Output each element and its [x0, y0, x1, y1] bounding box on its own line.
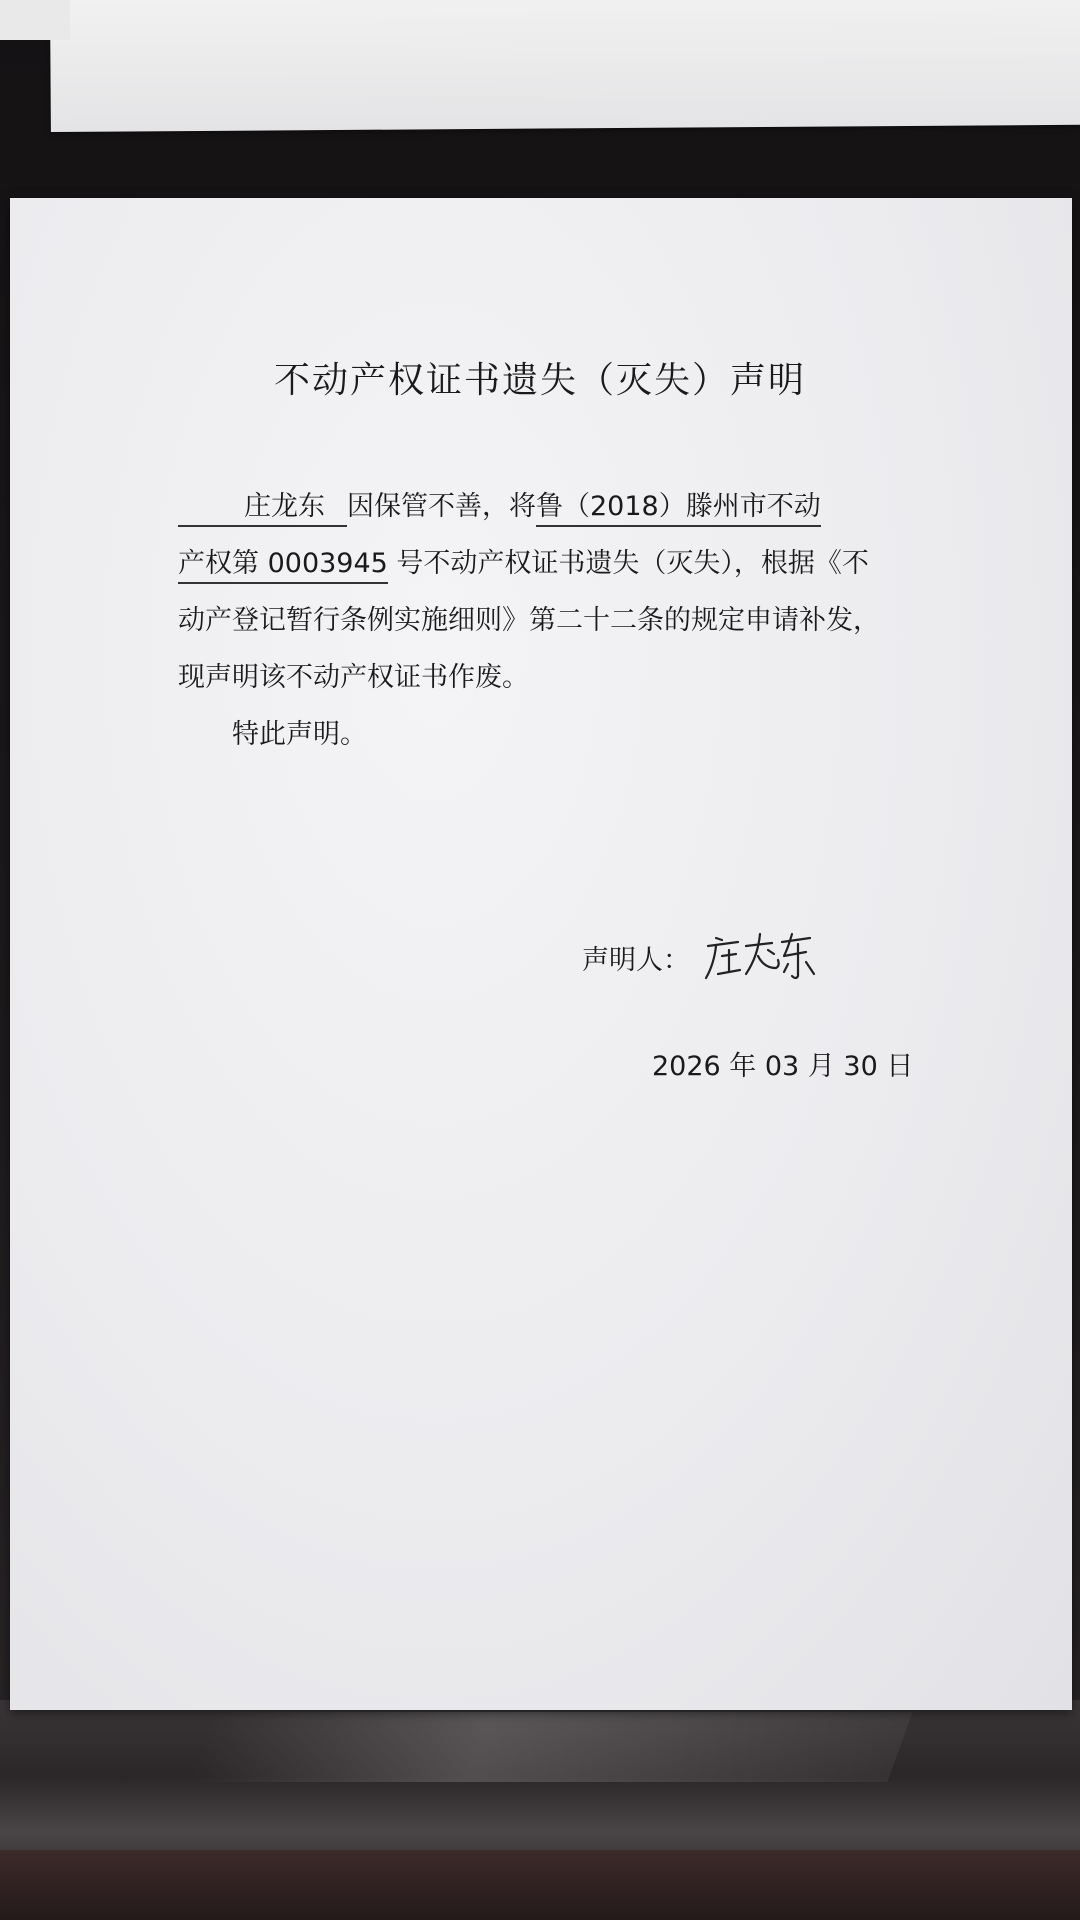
paper-corner: [0, 0, 70, 40]
handwritten-signature: [702, 916, 822, 996]
text-after-name: 因保管不善，将: [347, 491, 536, 522]
paper-behind: [50, 0, 1080, 132]
cert-number-part1: 鲁（2018）滕州市不动: [536, 489, 821, 527]
folder-shine: [187, 1712, 912, 1782]
folder-edge: [0, 1850, 1080, 1920]
body-line-4: 现声明该不动产权证书作废。: [178, 662, 529, 693]
declarant-name-field: 庄龙东: [178, 489, 347, 527]
body-line-3: 动产登记暂行条例实施细则》第二十二条的规定申请补发，: [178, 605, 880, 636]
text-after-number: 号不动产权证书遗失（灭失），根据《不: [387, 548, 869, 579]
closing-line: 特此声明。: [232, 719, 367, 750]
declaration-sheet: [10, 198, 1072, 1710]
cert-number-part2: 产权第 0003945: [178, 546, 388, 584]
body-line-1: [178, 478, 930, 535]
declaration-date: 2026 年 03 月 30 日: [652, 1051, 914, 1082]
document-title: 不动产权证书遗失（灭失）声明: [273, 360, 806, 401]
body-line-2: [178, 535, 930, 592]
declarant-label: 声明人：: [582, 945, 690, 976]
